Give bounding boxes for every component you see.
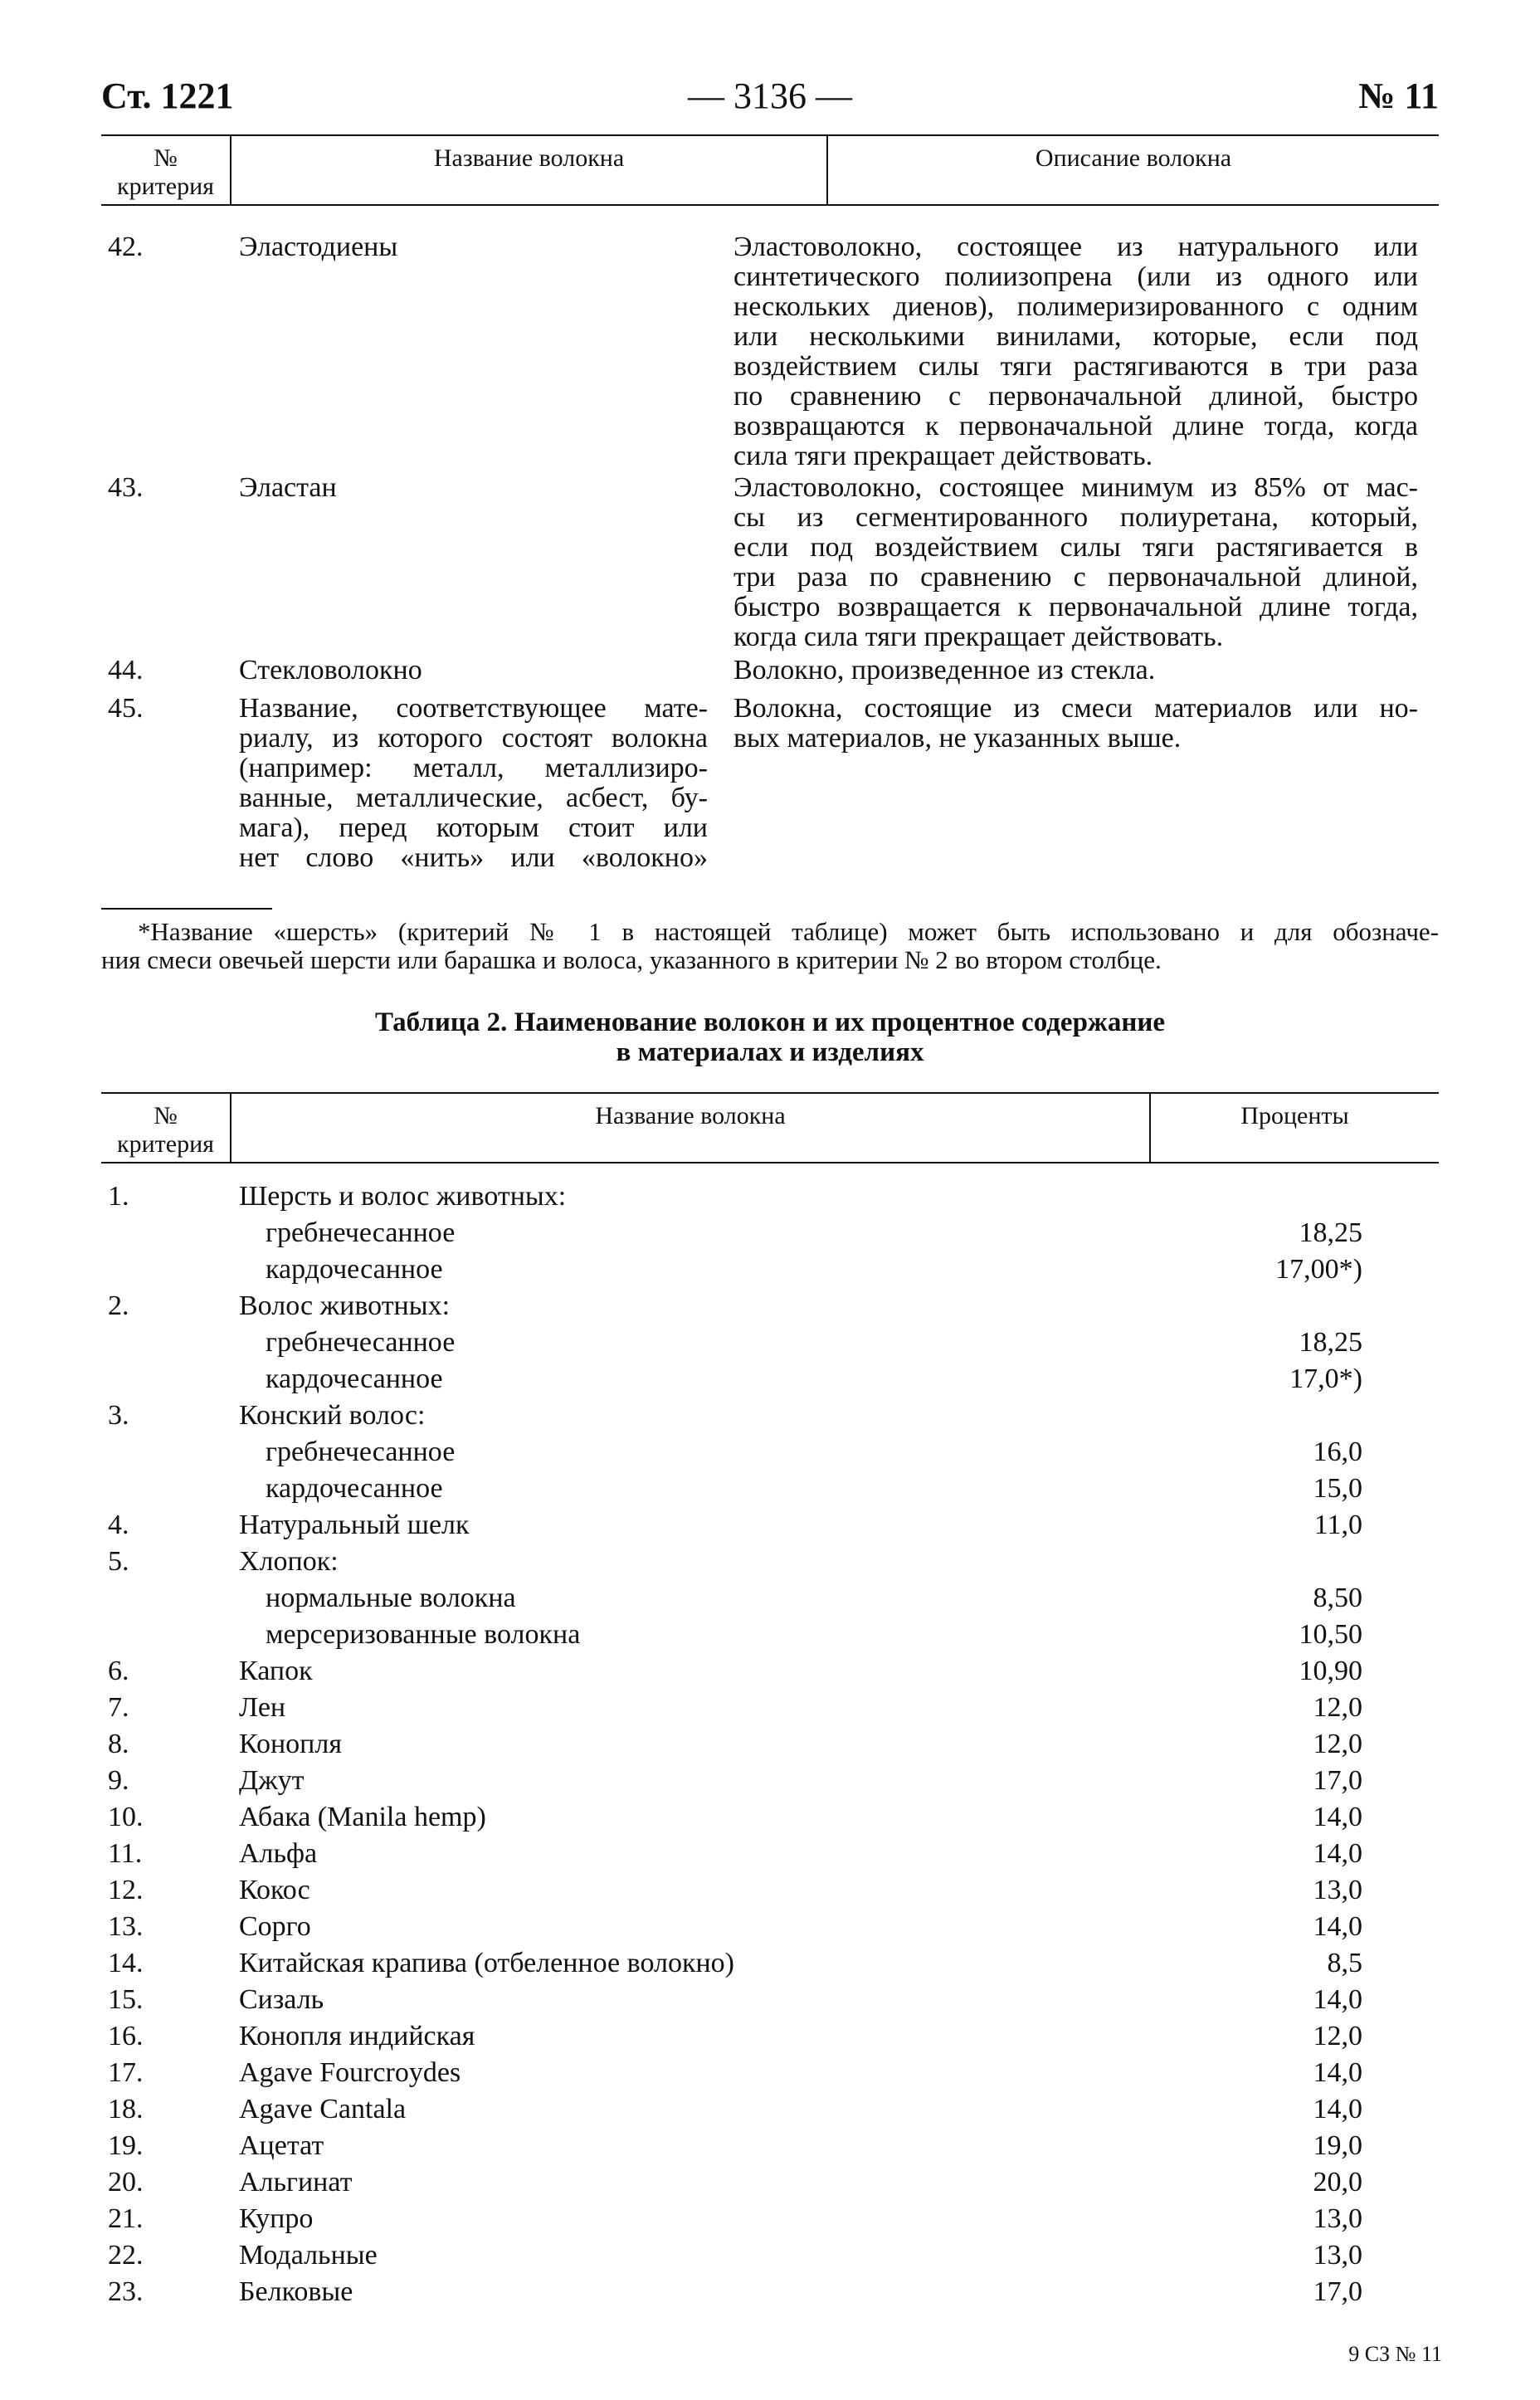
issue-number: № 11 [1358, 76, 1439, 116]
table2-col-percent: Проценты [1149, 1094, 1439, 1162]
footnote: *Название «шерсть» (критерий № 1 в настоящей таблице) может быть использовано и для обозначе- ния смеси овечьей шерсти или барашка и волоса, указанного в критерии № 2 во втором столбце. [101, 917, 1439, 974]
fiber-name: нормальные волокна [266, 1583, 516, 1613]
fiber-percent: 10,90 [1299, 1656, 1362, 1686]
fiber-percent: 13,0 [1313, 2203, 1362, 2234]
criterion-number: 10. [108, 1802, 144, 1832]
criterion-number: 19. [108, 2130, 144, 2161]
footnote-rule [101, 908, 272, 910]
table2-col-name: Название волокна [230, 1094, 1149, 1162]
criterion-number: 7. [108, 1692, 129, 1723]
fiber-percent: 13,0 [1313, 1875, 1362, 1905]
criterion-number: 20. [108, 2167, 144, 2198]
fiber-name: Эластодиены [239, 232, 398, 262]
fiber-name: Хлопок: [239, 1546, 339, 1577]
page-footer: 9 СЗ № 11 [1348, 2342, 1442, 2366]
fiber-name: гребнечесанное [266, 1327, 456, 1358]
fiber-percent: 14,0 [1313, 1984, 1362, 2015]
fiber-name: Agave Cantala [239, 2094, 407, 2124]
fiber-percent: 10,50 [1299, 1619, 1362, 1650]
criterion-number: 22. [108, 2240, 144, 2271]
criterion-number: 15. [108, 1984, 144, 2015]
fiber-percent: 12,0 [1313, 2021, 1362, 2051]
criterion-number: 8. [108, 1729, 129, 1759]
fiber-name: Ацетат [239, 2130, 324, 2161]
fiber-percent: 16,0 [1313, 1437, 1362, 1467]
fiber-name: Натуральный шелк [239, 1510, 470, 1540]
fiber-percent: 17,0 [1313, 1765, 1362, 1796]
fiber-name: мерсеризованные волокна [266, 1619, 581, 1650]
fiber-percent: 8,50 [1313, 1583, 1362, 1613]
fiber-percent: 18,25 [1299, 1327, 1362, 1358]
fiber-name: кардочесанное [266, 1473, 443, 1504]
fiber-name: кардочесанное [266, 1254, 443, 1285]
article-number: Ст. 1221 [101, 76, 234, 116]
table2-title: Таблица 2. Наименование волокон и их процентное содержание в материалах и изделиях [374, 1007, 1166, 1067]
fiber-name: Стекловолокно [239, 655, 422, 685]
criterion-number: 43. [108, 472, 144, 503]
fiber-description: Эластоволокно, состоящее минимум из 85% от мас- сы из сегментированного полиуретана, который, если под воздействием силы тяги растягивается в три раза по сравнению с первоначальной длиной, быстро возвращается к первоначальной длине тогда, когда сила тяги прекращает действовать. [733, 472, 1418, 652]
criterion-number: 4. [108, 1510, 129, 1540]
fiber-percent: 14,0 [1313, 1802, 1362, 1832]
criterion-number: 1. [108, 1181, 129, 1212]
fiber-name: Сорго [239, 1911, 311, 1942]
fiber-description: Волокна, состоящие из смеси материалов или но- вых материалов, не указанных выше. [733, 693, 1418, 754]
fiber-name: гребнечесанное [266, 1437, 456, 1467]
fiber-percent: 12,0 [1313, 1692, 1362, 1723]
fiber-name: Модальные [239, 2240, 378, 2271]
fiber-percent: 14,0 [1313, 2057, 1362, 2088]
fiber-percent: 12,0 [1313, 1729, 1362, 1759]
criterion-number: 3. [108, 1400, 129, 1431]
fiber-name: Капок [239, 1656, 313, 1686]
fiber-percent: 17,0*) [1289, 1363, 1362, 1394]
fiber-name: Эластан [239, 472, 337, 503]
criterion-number: 42. [108, 232, 144, 262]
criterion-number: 21. [108, 2203, 144, 2234]
fiber-percent: 15,0 [1313, 1473, 1362, 1504]
fiber-name: Белковые [239, 2276, 353, 2307]
page-number: — 3136 — [688, 76, 852, 116]
fiber-name: Шерсть и волос животных: [239, 1181, 567, 1212]
fiber-percent: 19,0 [1313, 2130, 1362, 2161]
table2-col-number: № критерия [117, 1102, 214, 1158]
fiber-percent: 17,0 [1313, 2276, 1362, 2307]
fiber-description: Волокно, произведенное из стекла. [733, 655, 1156, 685]
fiber-percent: 11,0 [1313, 1510, 1362, 1540]
fiber-name: Волос животных: [239, 1290, 451, 1321]
fiber-name: Сизаль [239, 1984, 324, 2015]
fiber-name: Купро [239, 2203, 314, 2234]
fiber-name: Конопля [239, 1729, 342, 1759]
fiber-percent: 20,0 [1313, 2167, 1362, 2198]
fiber-name: Джут [239, 1765, 305, 1796]
fiber-name: Альгинат [239, 2167, 353, 2198]
fiber-name: Конский волос: [239, 1400, 426, 1431]
criterion-number: 23. [108, 2276, 144, 2307]
fiber-name: Абака (Manila hemp) [239, 1802, 486, 1832]
fiber-percent: 8,5 [1327, 1948, 1362, 1978]
criterion-number: 2. [108, 1290, 129, 1321]
fiber-name: Лен [239, 1692, 286, 1723]
criterion-number: 18. [108, 2094, 144, 2124]
criterion-number: 5. [108, 1546, 129, 1577]
criterion-number: 44. [108, 655, 144, 685]
criterion-number: 12. [108, 1875, 144, 1905]
criterion-number: 9. [108, 1765, 129, 1796]
criterion-number: 45. [108, 693, 144, 724]
fiber-name: кардочесанное [266, 1363, 443, 1394]
fiber-name: гребнечесанное [266, 1217, 456, 1248]
fiber-name: Agave Fourcroydes [239, 2057, 461, 2088]
fiber-name: Китайская крапива (отбеленное волокно) [239, 1948, 735, 1978]
criterion-number: 16. [108, 2021, 144, 2051]
fiber-percent: 14,0 [1313, 1911, 1362, 1942]
fiber-name: Кокос [239, 1875, 310, 1905]
fiber-description: Эластоволокно, состоящее из натурального или синтетического полиизопрена (или из одного или нескольких диенов), полимеризированного с одним или несколькими винилами, которые, если под воздействием силы тяги растягиваются в три раза по сравнению с первоначальной длиной, быстро возвращаются к первоначальной длине тогда, когда сила тяги прекращает действовать. [733, 232, 1418, 471]
criterion-number: 11. [108, 1838, 143, 1869]
fiber-percent: 13,0 [1313, 2240, 1362, 2271]
criterion-number: 17. [108, 2057, 144, 2088]
criterion-number: 6. [108, 1656, 129, 1686]
fiber-percent: 17,00*) [1275, 1254, 1362, 1285]
table1-col-desc: Описание волокна [826, 136, 1439, 204]
fiber-name: Название, соответствующее мате- риалу, из которого состоят волокна (например: металл, металлизиро- ванные, металлические, асбест, бу- мага), перед которым стоит или нет слово «нить» или «волокно» [239, 693, 708, 873]
running-header [101, 75, 1439, 118]
table1-col-number: № критерия [117, 144, 214, 200]
criterion-number: 13. [108, 1911, 144, 1942]
fiber-name: Альфа [239, 1838, 318, 1869]
table1-header [101, 134, 1439, 206]
table1-col-name: Название волокна [230, 136, 826, 204]
fiber-name: Конопля индийская [239, 2021, 475, 2051]
fiber-percent: 14,0 [1313, 2094, 1362, 2124]
fiber-percent: 18,25 [1299, 1217, 1362, 1248]
table2-header [101, 1092, 1439, 1163]
criterion-number: 14. [108, 1948, 144, 1978]
fiber-percent: 14,0 [1313, 1838, 1362, 1869]
